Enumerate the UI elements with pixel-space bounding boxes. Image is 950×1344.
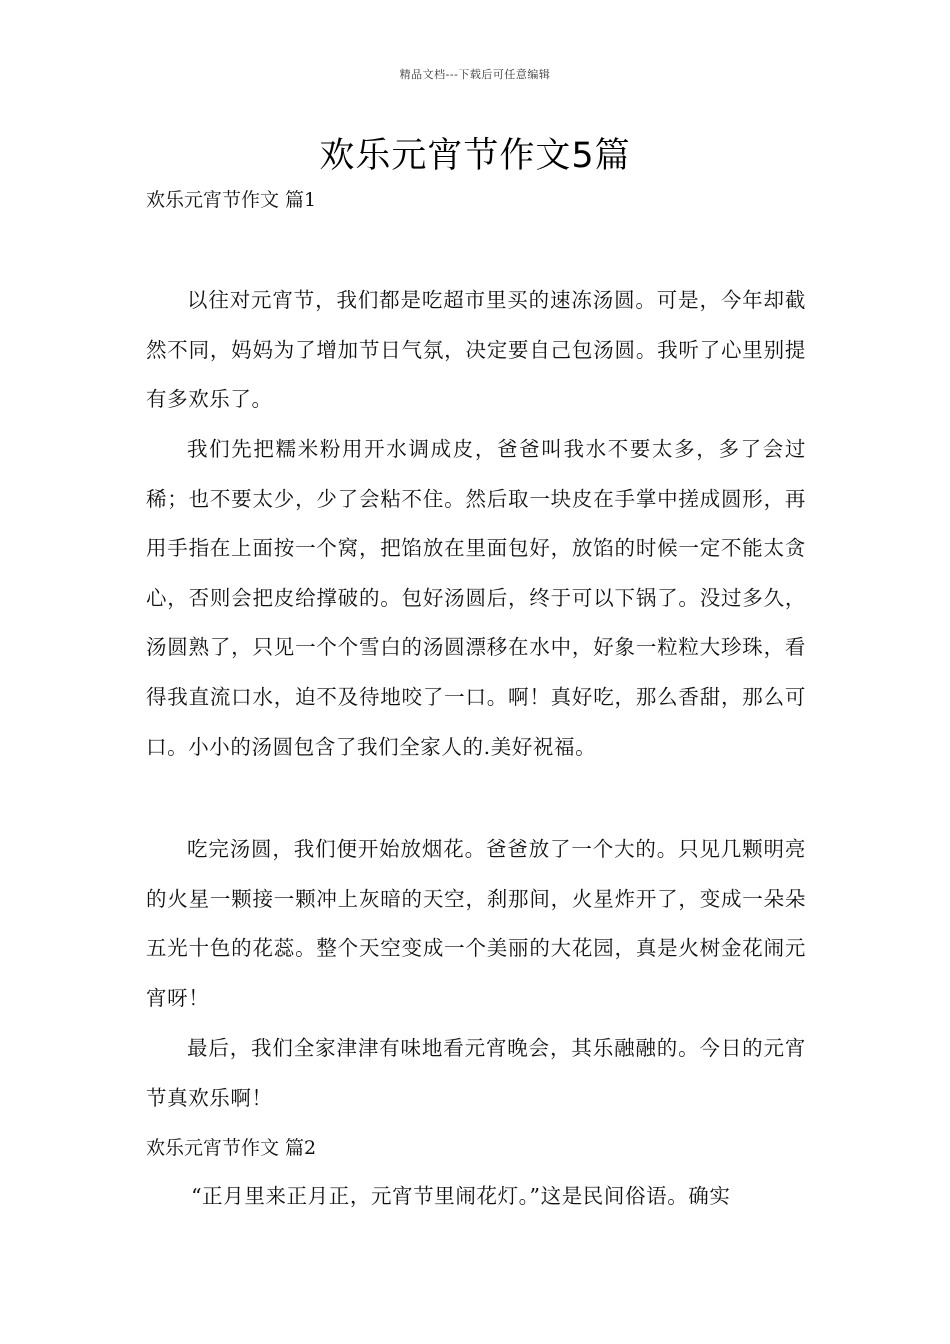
paragraph: 我们先把糯米粉用开水调成皮，爸爸叫我水不要太多，多了会过稀；也不要太少，少了会粘不住。然后取一块皮在手掌中搓成圆形，再用手指在上面按一个窝，把馅放在里面包好，放馅的时候一定不能太贪心，否则会把皮给撑破的。包好汤圆后，终于可以下锅了。没过多久，汤圆熟了，只见一个个雪白的汤圆漂移在水中，好象一粒粒大珍珠，看得我直流口水，迫不及待地咬了一口。啊！真好吃，那么香甜，那么可口。小小的汤圆包含了我们全家人的.美好祝福。	[146, 437, 806, 759]
document-title: 欢乐元宵节作文5篇	[319, 136, 631, 176]
section-heading: 欢乐元宵节作文 篇2	[146, 1137, 317, 1159]
paragraph: “正月里来正月正，元宵节里闹花灯。”这是民间俗语。确实	[191, 1184, 731, 1208]
paragraph: 最后，我们全家津津有味地看元宵晚会，其乐融融的。今日的元宵节真欢乐啊！	[146, 1036, 806, 1110]
section-heading: 欢乐元宵节作文 篇1	[146, 189, 317, 211]
paragraph: 吃完汤圆，我们便开始放烟花。爸爸放了一个大的。只见几颗明亮的火星一颗接一颗冲上灰暗的天空，刹那间，火星炸开了，变成一朵朵五光十色的花蕊。整个天空变成一个美丽的大花园，真是火树金花闹元宵呀！	[146, 837, 806, 1010]
page-header-note: 精品文档---下载后可任意编辑	[399, 68, 551, 81]
paragraph: 以往对元宵节，我们都是吃超市里买的速冻汤圆。可是，今年却截然不同，妈妈为了增加节日气氛，决定要自己包汤圆。我听了心里别提有多欢乐了。	[146, 288, 806, 412]
